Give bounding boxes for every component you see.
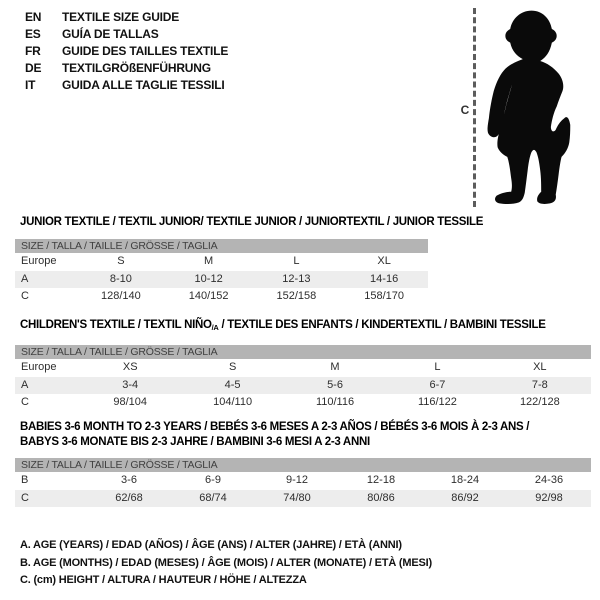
table-row-age — [15, 377, 591, 395]
size-cell: XL — [377, 255, 391, 267]
value-cell: 12-13 — [282, 272, 311, 285]
row-label: C — [21, 290, 29, 302]
value-cell: 98/104 — [113, 396, 148, 408]
row-label: C — [21, 396, 29, 408]
language-list — [25, 9, 228, 94]
toddler-silhouette-icon — [486, 6, 578, 209]
value-cell: 4-5 — [224, 378, 241, 391]
value-cell: 152/158 — [276, 290, 317, 302]
table-row-europe — [15, 359, 591, 377]
babies-size-table — [15, 458, 591, 507]
language-label: GUIDE DES TAILLES TEXTILE — [62, 44, 229, 58]
size-cell: XL — [533, 361, 547, 373]
title-text: / TEXTILE DES ENFANTS / KINDERTEXTIL / BAMBINI TESSILE — [218, 319, 546, 331]
height-measure-label: C — [460, 103, 470, 117]
language-code: DE — [25, 61, 42, 75]
value-cell: 18-24 — [450, 474, 480, 486]
row-label: Europe — [21, 255, 57, 267]
language-code: EN — [25, 10, 42, 24]
size-cell: S — [228, 361, 237, 373]
size-cell: XS — [122, 361, 138, 373]
title-text: CHILDREN'S TEXTILE / TEXTIL NIÑO — [20, 319, 212, 331]
babies-table-title — [20, 420, 529, 450]
table-row-months — [15, 472, 591, 490]
value-cell: 110/116 — [315, 396, 355, 408]
size-cell: L — [293, 255, 300, 267]
children-table-title — [20, 319, 546, 332]
height-measure-dashed-line — [473, 8, 476, 207]
language-code: FR — [25, 44, 41, 58]
value-cell: 8-10 — [109, 272, 132, 285]
value-cell: 68/74 — [199, 491, 227, 504]
row-label: C — [21, 491, 29, 504]
value-cell: 6-9 — [205, 474, 221, 486]
language-label: GUÍA DE TALLAS — [62, 27, 159, 41]
language-row-de — [25, 60, 228, 77]
language-row-it — [25, 77, 228, 94]
table-row-height — [15, 490, 591, 508]
value-cell: 6-7 — [429, 378, 446, 391]
value-cell: 62/68 — [115, 491, 143, 504]
language-code: ES — [25, 27, 41, 41]
size-cell: S — [117, 255, 125, 267]
size-header-bar: SIZE / TALLA / TAILLE / GRÖSSE / TAGLIA — [15, 345, 591, 359]
size-header-bar: SIZE / TALLA / TAILLE / GRÖSSE / TAGLIA — [15, 458, 591, 472]
value-cell: 24-36 — [534, 474, 564, 486]
value-cell: 10-12 — [194, 272, 223, 285]
row-label: A — [21, 378, 29, 391]
value-cell: 116/122 — [417, 396, 457, 408]
value-cell: 14-16 — [370, 272, 399, 285]
footnote-b: B. AGE (MONTHS) / EDAD (MESES) / ÂGE (MOIS) / ALTER (MONATE) / ETÀ (MESI) — [20, 556, 432, 569]
language-label: TEXTILE SIZE GUIDE — [62, 10, 180, 24]
value-cell: 3-4 — [122, 378, 139, 391]
value-cell: 122/128 — [519, 396, 560, 408]
value-cell: 86/92 — [451, 491, 479, 504]
language-row-fr — [25, 43, 228, 60]
language-label: TEXTILGRÖßENFÜHRUNG — [62, 61, 211, 75]
value-cell: 74/80 — [283, 491, 311, 504]
value-cell: 128/140 — [100, 290, 141, 302]
row-label: Europe — [21, 361, 57, 373]
value-cell: 5-6 — [327, 378, 343, 391]
value-cell: 92/98 — [535, 491, 563, 504]
table-row-height — [15, 288, 428, 306]
junior-size-table — [15, 239, 428, 306]
footnotes — [20, 537, 432, 590]
value-cell: 104/110 — [213, 396, 253, 408]
language-row-es — [25, 26, 228, 43]
size-cell: M — [204, 255, 214, 267]
size-cell: M — [330, 361, 340, 373]
table-row-age — [15, 271, 428, 289]
size-cell: L — [434, 361, 441, 373]
value-cell: 158/170 — [364, 290, 404, 302]
size-header-bar: SIZE / TALLA / TAILLE / GRÖSSE / TAGLIA — [15, 239, 428, 253]
title-line-2: BABYS 3-6 MONATE BIS 2-3 JAHRE / BAMBINI 3-6 MESI A 2-3 ANNI — [20, 436, 370, 448]
title-subscript: /A — [211, 323, 219, 332]
value-cell: 9-12 — [285, 474, 309, 486]
language-row-en — [25, 9, 228, 26]
table-row-height — [15, 394, 591, 412]
junior-table-title: JUNIOR TEXTILE / TEXTIL JUNIOR/ TEXTILE JUNIOR / JUNIORTEXTIL / JUNIOR TESSILE — [20, 216, 484, 228]
footnote-c: C. (cm) HEIGHT / ALTURA / HAUTEUR / HÖHE / ALTEZZA — [20, 574, 307, 586]
table-row-europe — [15, 253, 428, 271]
footnote-a: A. AGE (YEARS) / EDAD (AÑOS) / ÂGE (ANS) / ALTER (JAHRE) / ETÀ (ANNI) — [20, 539, 402, 551]
value-cell: 3-6 — [121, 474, 137, 486]
value-cell: 140/152 — [188, 290, 229, 302]
value-cell: 12-18 — [366, 474, 396, 486]
value-cell: 7-8 — [531, 378, 548, 391]
value-cell: 80/86 — [367, 491, 395, 504]
title-line-1: BABIES 3-6 MONTH TO 2-3 YEARS / BEBÉS 3-6 MESES A 2-3 AÑOS / BÉBÉS 3-6 MOIS À 2-3 ANS / — [20, 421, 530, 433]
language-code: IT — [25, 78, 36, 92]
language-label: GUIDA ALLE TAGLIE TESSILI — [62, 78, 225, 92]
row-label: B — [21, 474, 29, 486]
row-label: A — [21, 272, 29, 285]
children-size-table — [15, 345, 591, 412]
